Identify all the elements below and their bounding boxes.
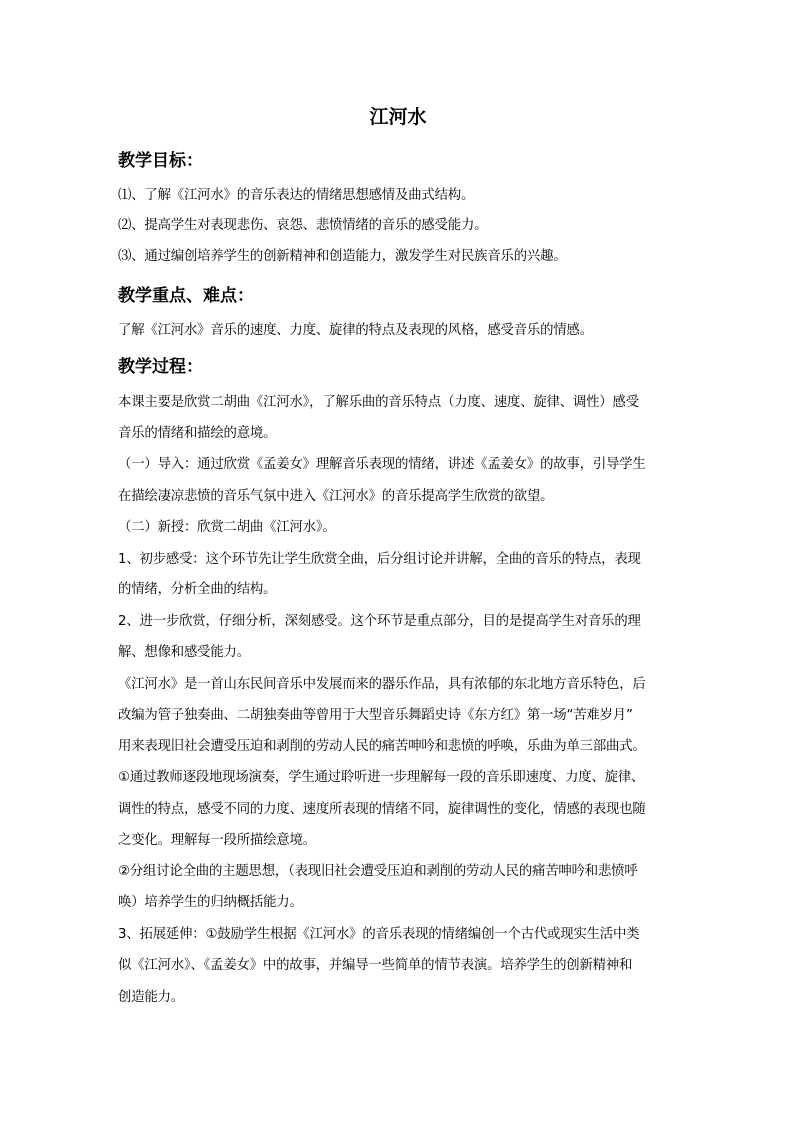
- objective-line-1: ⑴、了解《江河水》的音乐表达的情绪思想感情及曲式结构。: [118, 188, 475, 203]
- process-line: 2、进一步欣赏，仔细分析，深刻感受。这个环节是重点部分，目的是提高学生对音乐的理: [118, 614, 641, 629]
- document-title: 江河水: [369, 106, 427, 128]
- process-line: 调性的特点，感受不同的力度、速度所表现的情绪不同，旋律调性的变化，情感的表现也随: [118, 802, 646, 817]
- process-line: 改编为管子独奏曲、二胡独奏曲等曾用于大型音乐舞蹈史诗《东方红》第一场“苦难岁月”: [118, 708, 633, 723]
- process-line: ②分组讨论全曲的主题思想，（表现旧社会遭受压迫和剥削的劳动人民的痛苦呻吟和悲愤呼: [118, 864, 638, 879]
- process-line: 《江河水》是一首山东民间音乐中发展而来的器乐作品，具有浓郁的东北地方音乐特色，后: [118, 677, 646, 692]
- process-line: 3、拓展延伸：①鼓励学生根据《江河水》的音乐表现的情绪编创一个古代或现实生活中类: [118, 927, 640, 942]
- key-points-line-1: 了解《江河水》音乐的速度、力度、旋律的特点及表现的风格，感受音乐的情感。: [118, 323, 593, 338]
- process-line: 解、想像和感受能力。: [118, 645, 250, 660]
- process-line: 的情绪，分析全曲的结构。: [118, 582, 277, 597]
- process-line: 1、初步感受：这个环节先让学生欣赏全曲，后分组讨论并讲解，全曲的音乐的特点，表现: [118, 552, 641, 567]
- process-line: 用来表现旧社会遭受压迫和剥削的劳动人民的痛苦呻吟和悲愤的呼唤，乐曲为单三部曲式。: [118, 739, 646, 754]
- section-heading-key-points: 教学重点、难点：: [118, 286, 254, 306]
- process-line: 音乐的情绪和描绘的意境。: [118, 426, 277, 441]
- process-line: 在描绘凄凉悲愤的音乐气氛中进入《江河水》的音乐提高学生欣赏的欲望。: [118, 489, 554, 504]
- section-heading-objectives: 教学目标：: [118, 151, 203, 171]
- process-line: 本课主要是欣赏二胡曲《江河水》，了解乐曲的音乐特点（力度、速度、旋律、调性）感受: [118, 395, 639, 410]
- process-line: 似《江河水》、《孟姜女》中的故事，并编导一些简单的情节表演。培养学生的创新精神和: [118, 958, 633, 973]
- process-line: 创造能力。: [118, 990, 184, 1005]
- process-line: 之变化。理解每一段所描绘意境。: [118, 833, 316, 848]
- objective-line-3: ⑶、通过编创培养学生的创新精神和创造能力，激发学生对民族音乐的兴趣。: [118, 249, 567, 264]
- process-line: （一）导入：通过欣赏《孟姜女》理解音乐表现的情绪，讲述《孟姜女》的故事，引导学生: [118, 457, 646, 472]
- section-heading-process: 教学过程：: [118, 357, 203, 377]
- objective-line-2: ⑵、提高学生对表现悲伤、哀怨、悲愤情绪的音乐的感受能力。: [118, 218, 488, 233]
- process-line: （二）新授：欣赏二胡曲《江河水》。: [118, 520, 336, 535]
- process-line: 唤）培养学生的归纳概括能力。: [118, 895, 303, 910]
- process-line: ①通过教师逐段地现场演奏，学生通过聆听进一步理解每一段的音乐即速度、力度、旋律、: [118, 770, 645, 785]
